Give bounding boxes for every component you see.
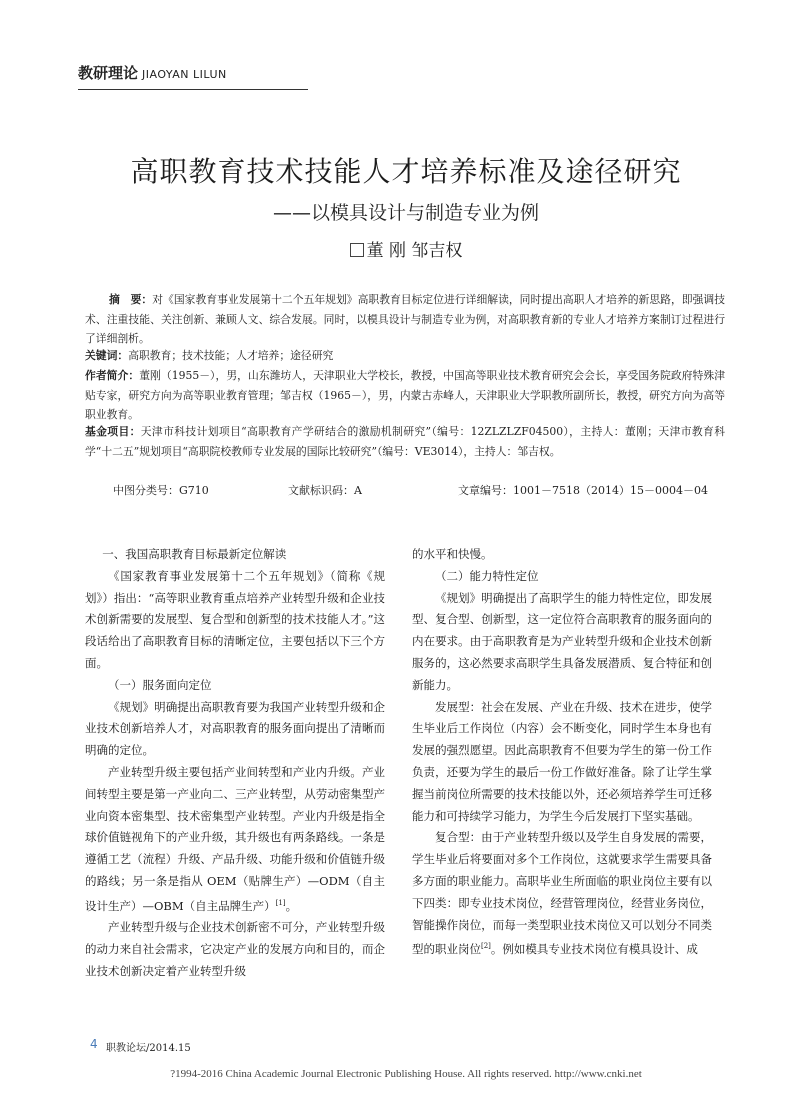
article-title: 高职教育技术技能人才培养标准及途径研究	[130, 155, 682, 188]
journal-footer: 职教论坛/2014.15	[106, 1043, 191, 1054]
page-number: 4	[90, 1037, 98, 1051]
keywords	[85, 346, 725, 366]
paragraph: 的水平和快慢。	[412, 547, 493, 561]
right-column	[412, 544, 712, 961]
paragraph: 产业转型升级与企业技术创新密不可分，产业转型升级的动力来自社会需求，它决定产业的发展方向和目的，而企业技术创新决定着产业转型升级	[85, 920, 385, 978]
copyright-line: ?1994-2016 China Academic Journal Electronic Publishing House. All rights reserved. http://www.cnki.net	[170, 1068, 642, 1080]
section-heading-1: 一、我国高职教育目标最新定位解读	[102, 547, 287, 561]
header-divider	[78, 89, 308, 90]
paragraph: 《国家教育事业发展第十二个五年规划》（简称《规划》）指出：“高等职业教育重点培养产业转型升级和企业技术创新需要的发展型、复合型和创新型的技术技能人才。”这段话给出了高职教育目标的清晰定位，主要包括以下三个方面。	[85, 568, 385, 670]
reference-mark: [1]	[275, 898, 286, 907]
paragraph: 发展型：社会在发展、产业在升级、技术在进步，使学生毕业后工作岗位（内容）会不断变化，同时学生本身也有发展的强烈愿望。因此高职教育不但要为学生的第一份工作负责，还要为学生的最后一份工作做好准备。除了让学生掌握当前岗位所需要的技术技能以外，还必须培养学生可迁移能力和可持续学习能力，为学生今后发展打下坚实基础。	[412, 699, 712, 823]
author-box-icon	[350, 243, 364, 257]
section-header	[78, 62, 227, 83]
abstract-text: 对《国家教育事业发展第十二个五年规划》高职教育目标定位进行详细解读，同时提出高职人才培养的新思路，即强调技术、注重技能、关注创新、兼顾人文、综合发展。同时，以模具设计与制造专业为例，对高职教育新的专业人才培养方案制订过程进行了详细剖析。	[85, 293, 726, 345]
section-title-cn: 教研理论	[78, 64, 139, 82]
doc-code: 文献标识码：A	[288, 484, 362, 497]
paragraph: 产业转型升级主要包括产业间转型和产业内升级。产业间转型主要是第一产业向二、三产业转型，从劳动密集型产业向资本密集型、技术密集型产业转型。产业内升级是指全球价值链视角下的产业升级，其升级也有两条路线。一条是遵循工艺（流程）升级、产品升级、功能升级和价值链升级的路线；另一条是指从 OEM（贴牌生产）—ODM（自主设计生产）—OBM（自主品牌生产）[1]。	[85, 764, 385, 913]
subsection-heading-2: （二）能力特性定位	[435, 568, 539, 583]
author-line	[0, 236, 812, 261]
paragraph-text: 产业转型升级主要包括产业间转型和产业内升级。产业间转型主要是第一产业向二、三产业转型，从劳动密集型产业向资本密集型、技术密集型产业转型。产业内升级是指全球价值链视角下的产业升级，其升级也有两条路线。一条是遵循工艺（流程）升级、产品升级、功能升级和价值链升级的路线；另一条是指从 OEM（贴牌生产）—ODM（自主设计生产）—OBM（自主品牌生产）	[85, 764, 385, 913]
paragraph: 《规划》明确提出了高职学生的能力特性定位，即发展型、复合型、创新型，这一定位符合高职教育的服务面向的内在要求。由于高职教育是为产业转型升级和企业技术创新服务的，这必然要求高职学生具备发展潜质、复合特征和创新能力。	[412, 590, 712, 692]
fund	[85, 422, 725, 461]
reference-mark: [2]	[481, 942, 491, 951]
author-bio	[85, 366, 725, 425]
paragraph: 《规划》明确提出高职教育要为我国产业转型升级和企业技术创新培养人才，对高职教育的服务面向提出了清晰而明确的定位。	[85, 699, 385, 758]
abstract	[85, 290, 725, 349]
authors: 董 刚 邹吉权	[366, 241, 463, 261]
subsection-heading-1: （一）服务面向定位	[108, 677, 212, 692]
article-number: 文章编号：1001－7518（2014）15－0004－04	[458, 484, 708, 497]
keywords-text: 高职教育；技术技能；人才培养；途径研究	[128, 349, 334, 362]
author-bio-label: 作者简介：	[85, 369, 140, 382]
paragraph-text: 复合型：由于产业转型升级以及学生自身发展的需要，学生毕业后将要面对多个工作岗位，这就要求学生需要具备多方面的职业能力。高职毕业生所面临的职业岗位主要有以下四类：即专业技术岗位，经营管理岗位，经营业务岗位，智能操作岗位，而每一类型职业技术岗位又可以划分不同类型的职业岗位	[412, 830, 712, 957]
clc-number: 中图分类号：G710	[113, 484, 209, 497]
paragraph	[412, 827, 712, 961]
paragraph-text: 。例如模具专业技术岗位有模具设计、成	[490, 942, 698, 957]
author-bio-text: 董刚（1955－），男，山东潍坊人，天津职业大学校长，教授，中国高等职业技术教育研究会会长，享受国务院政府特殊津贴专家，研究方向为高等职业教育管理；邹吉权（1965－），男，内蒙古赤峰人，天津职业大学职教所副所长，教授，研究方向为高等职业教育。	[85, 369, 726, 421]
abstract-label: 摘 要：	[109, 293, 153, 306]
fund-label: 基金项目：	[85, 425, 141, 438]
keywords-label: 关键词：	[85, 349, 129, 362]
article-subtitle: ——以模具设计与制造专业为例	[272, 202, 539, 224]
fund-text: 天津市科技计划项目“高职教育产学研结合的激励机制研究”（编号：12ZLZLZF04500），主持人：董刚；天津市教育科学“十二五”规划项目“高职院校教师专业发展的国际比较研究”（编号：VE3014），主持人：邹吉权。	[85, 425, 725, 458]
section-title-en: JIAOYAN LILUN	[142, 68, 227, 81]
left-column	[85, 544, 385, 983]
